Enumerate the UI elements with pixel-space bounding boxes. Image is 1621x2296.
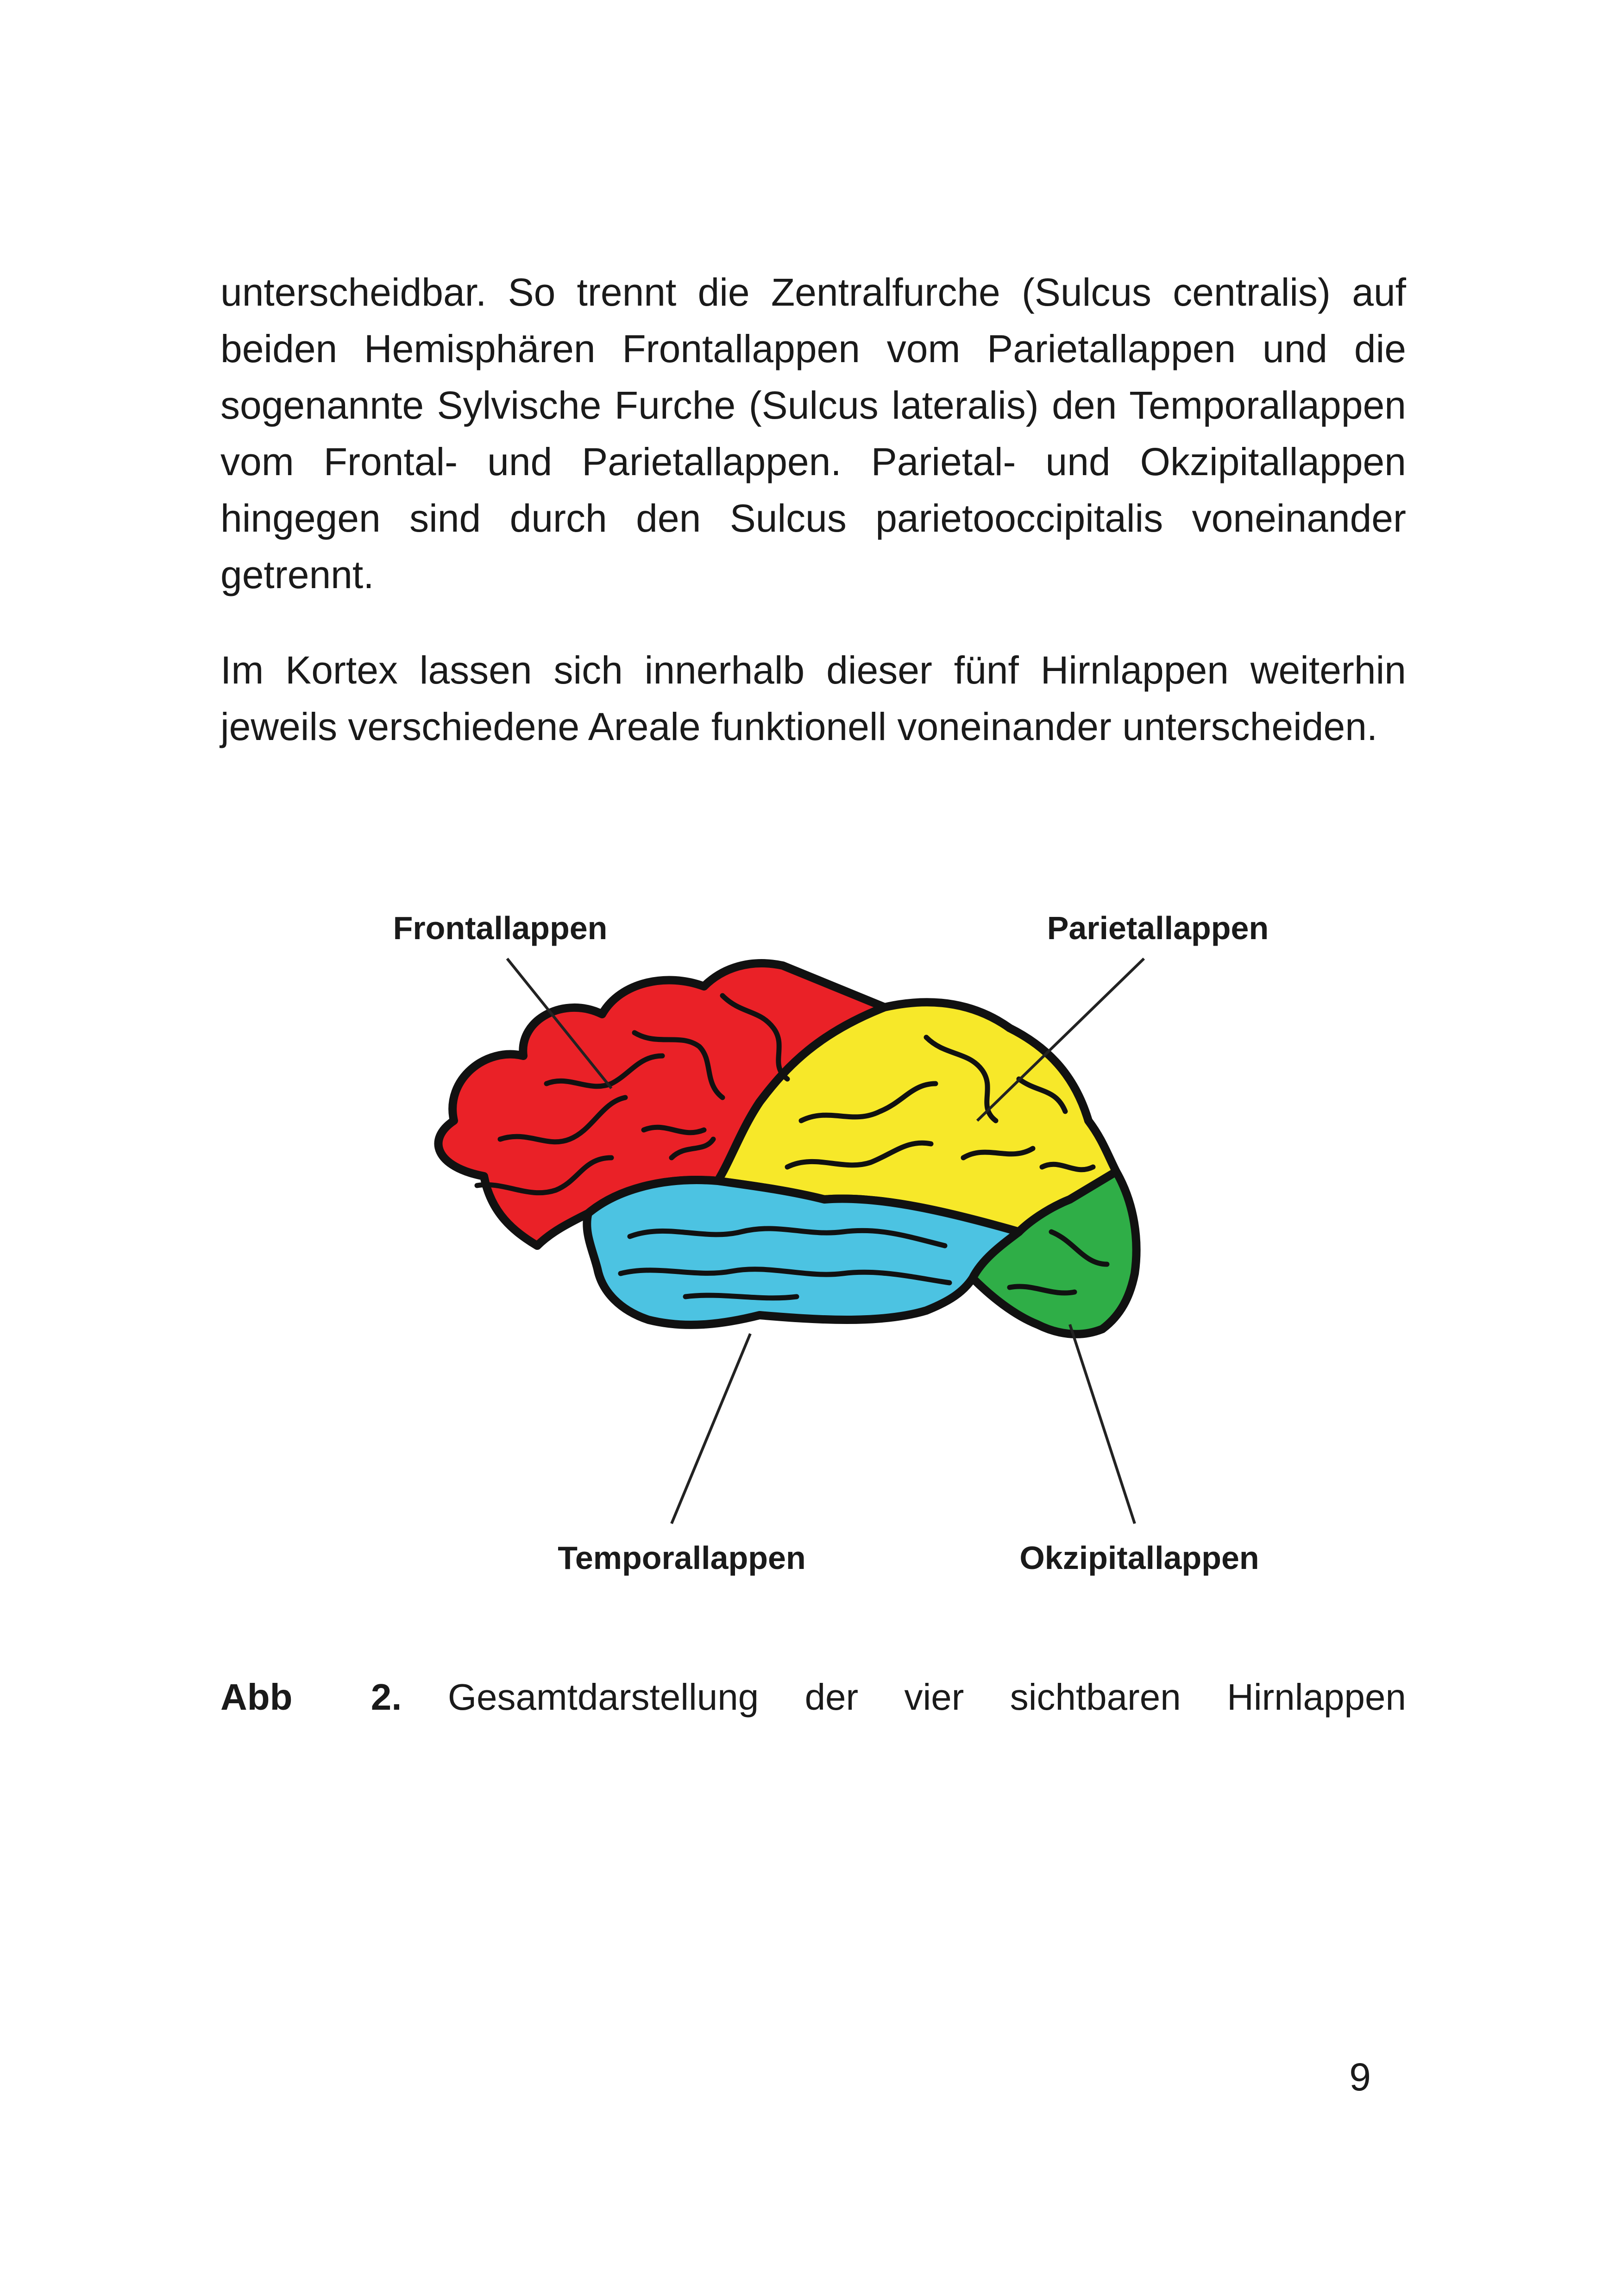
caption-lead: Abb 2. <box>220 1676 402 1718</box>
occipital-leader-line <box>1070 1324 1135 1524</box>
figure-caption <box>220 1672 1406 1723</box>
brain-lobes-figure <box>0 880 1621 1602</box>
label-frontallappen: Frontallappen <box>393 910 608 946</box>
label-temporallappen: Temporallappen <box>558 1540 806 1576</box>
caption-text: Gesamtdarstellung der vier sichtbaren Hirnlappen <box>447 1676 1406 1718</box>
label-okzipitallappen: Okzipitallappen <box>1019 1540 1259 1576</box>
temporal-leader-line <box>672 1334 750 1524</box>
body-paragraph-1: unterscheidbar. So trennt die Zentralfurche (Sulcus centralis) auf beiden Hemisphären Frontallappen vom Parietallappen und die sogenannte Sylvische Furche (Sulcus lateralis) den Temporallappen vom Frontal- und Parietallappen. Parietal- und Okzipitallappen hingegen sind durch den Sulcus parietooccipitalis voneinander getrennt. <box>220 270 1406 596</box>
brain-illustration <box>439 963 1137 1334</box>
body-paragraph-2: Im Kortex lassen sich innerhalb dieser fünf Hirnlappen weiterhin jeweils verschiedene Areale funktionell voneinander unterscheiden. <box>220 648 1406 748</box>
label-parietallappen: Parietallappen <box>1047 910 1269 946</box>
page-number: 9 <box>1349 2055 1371 2099</box>
